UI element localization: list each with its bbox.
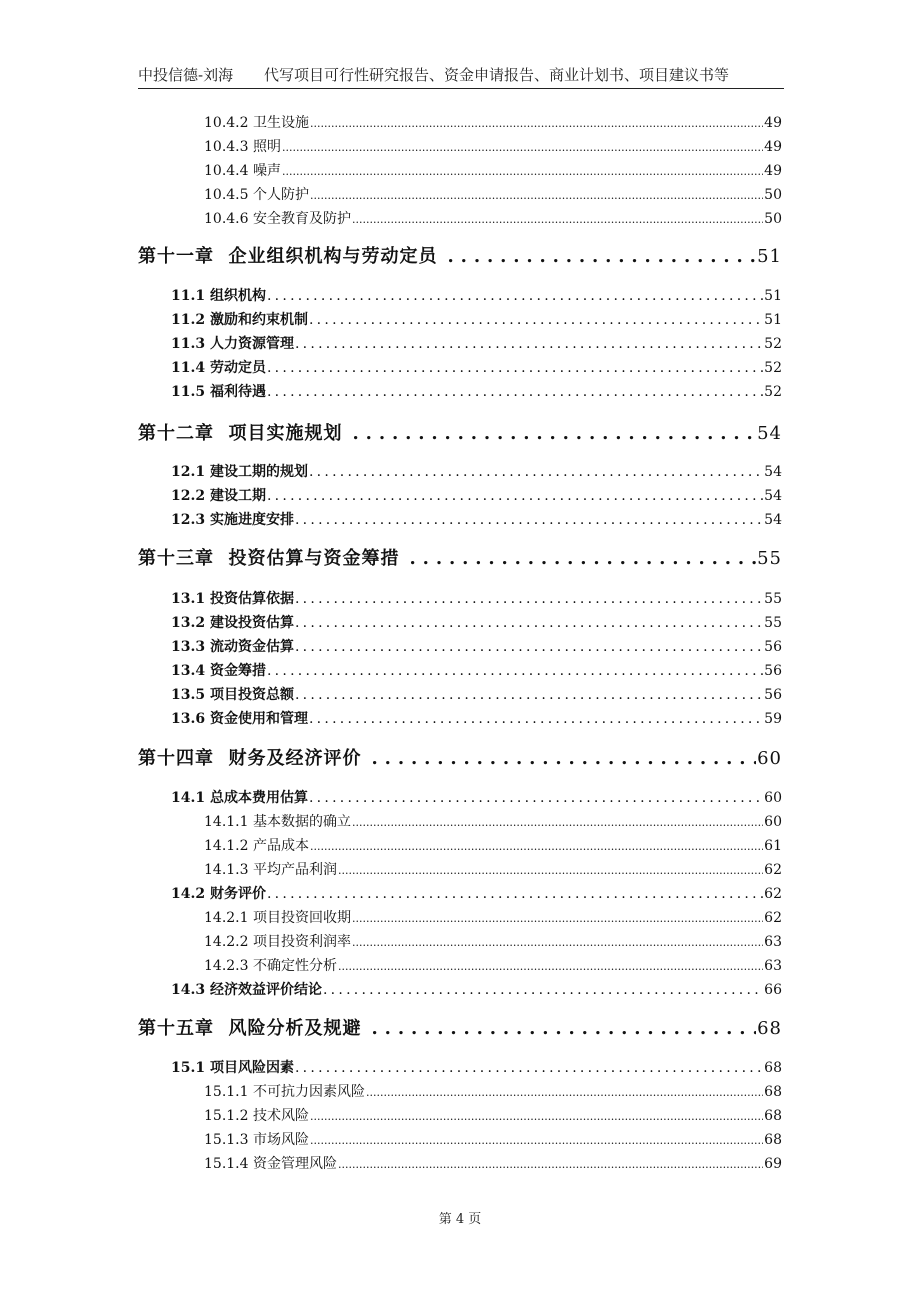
toc-page-number: 54 xyxy=(764,464,782,480)
toc-entry-label xyxy=(171,381,266,401)
toc-page-number: 55 xyxy=(757,548,782,569)
toc-page-number: 51 xyxy=(764,312,782,328)
toc-page-number: 60 xyxy=(764,790,782,806)
toc-entry-label: 14.1.3 平均产品利润 xyxy=(204,862,337,878)
toc-entry-label: 14.2.2 项目投资利润率 xyxy=(204,934,351,950)
toc-page-number: 69 xyxy=(764,1156,782,1172)
toc-entry-label xyxy=(171,636,294,656)
toc-entry-number: 11.5 xyxy=(171,384,206,400)
toc-entry[interactable] xyxy=(171,485,782,505)
toc-entry-number: 14.3 xyxy=(171,982,206,998)
toc-entry-title: 项目投资总额 xyxy=(205,687,294,703)
toc-entry[interactable] xyxy=(171,787,782,807)
toc-entry-label xyxy=(171,485,266,505)
toc-entry-title: 劳动定员 xyxy=(205,360,266,376)
toc-chapter-entry[interactable] xyxy=(138,1014,782,1040)
toc-entry-number: 14.2 xyxy=(171,886,206,902)
toc-entry-label xyxy=(171,333,294,353)
toc-entry-title: 组织机构 xyxy=(205,288,266,304)
toc-chapter-title: 第十二章 项目实施规划 xyxy=(138,423,343,444)
header-company: 中投信德-刘海 xyxy=(138,66,234,84)
toc-entry-title: 建设工期 xyxy=(205,488,266,504)
toc-chapter-title: 第十一章 企业组织机构与劳动定员 xyxy=(138,246,438,267)
toc-entry[interactable] xyxy=(171,612,782,632)
toc-entry-label xyxy=(171,309,308,329)
toc-entry-number: 11.2 xyxy=(171,312,206,328)
toc-chapter-entry[interactable] xyxy=(138,242,782,268)
toc-page-number: 51 xyxy=(757,246,782,267)
toc-entry-label xyxy=(171,285,266,305)
dot-leader xyxy=(310,838,763,854)
toc-page-number: 54 xyxy=(757,423,782,444)
toc-entry-title: 福利待遇 xyxy=(205,384,266,400)
toc-page-number: 60 xyxy=(764,814,782,830)
toc-entry[interactable] xyxy=(171,333,782,353)
dot-leader xyxy=(310,187,763,203)
toc-page-number: 56 xyxy=(764,663,782,679)
toc-entry-label xyxy=(171,787,308,807)
toc-entry[interactable] xyxy=(171,357,782,377)
dot-leader xyxy=(448,246,757,267)
toc-entry[interactable] xyxy=(171,509,782,529)
toc-entry-label xyxy=(171,588,294,608)
toc-entry[interactable] xyxy=(204,907,782,927)
toc-page-number: 49 xyxy=(764,139,782,155)
toc-entry[interactable] xyxy=(171,883,782,903)
toc-entry[interactable] xyxy=(171,309,782,329)
toc-entry[interactable] xyxy=(171,979,782,999)
toc-entry-number: 12.2 xyxy=(171,488,206,504)
toc-page-number: 62 xyxy=(764,886,782,902)
toc-entry-number: 13.3 xyxy=(171,639,206,655)
toc-entry-label: 15.1.4 资金管理风险 xyxy=(204,1156,337,1172)
dot-leader xyxy=(353,423,757,444)
toc-page-number: 62 xyxy=(764,862,782,878)
toc-page-number: 63 xyxy=(764,934,782,950)
toc-entry[interactable] xyxy=(171,1057,782,1077)
toc-entry-label: 14.2.1 项目投资回收期 xyxy=(204,910,351,926)
toc-page-number: 66 xyxy=(764,982,782,998)
toc-entry-title: 人力资源管理 xyxy=(205,336,294,352)
toc-entry[interactable] xyxy=(204,811,782,831)
toc-entry-label xyxy=(171,684,294,704)
toc-chapter-entry[interactable] xyxy=(138,544,782,570)
page-header xyxy=(138,64,784,89)
toc-entry-title: 总成本费用估算 xyxy=(205,790,308,806)
dot-leader xyxy=(267,886,763,902)
toc-entry[interactable] xyxy=(204,835,782,855)
toc-page-number: 68 xyxy=(764,1084,782,1100)
toc-entry-label: 10.4.5 个人防护 xyxy=(204,187,309,203)
dot-leader xyxy=(309,790,763,806)
toc-entry-title: 建设工期的规划 xyxy=(205,464,308,480)
toc-entry-title: 项目风险因素 xyxy=(205,1060,294,1076)
dot-leader xyxy=(295,336,763,352)
toc-page-number: 49 xyxy=(764,115,782,131)
dot-leader xyxy=(310,1108,763,1124)
dot-leader xyxy=(282,163,763,179)
toc-chapter-title: 第十五章 风险分析及规避 xyxy=(138,1018,362,1039)
toc-entry-label: 10.4.4 噪声 xyxy=(204,163,281,179)
toc-entry-number: 13.4 xyxy=(171,663,206,679)
toc-entry-label xyxy=(171,509,294,529)
dot-leader xyxy=(338,862,763,878)
toc-entry-number: 13.5 xyxy=(171,687,206,703)
toc-entry[interactable] xyxy=(204,955,782,975)
dot-leader xyxy=(352,910,763,926)
toc-page-number: 61 xyxy=(764,838,782,854)
toc-entry-label xyxy=(171,883,266,903)
dot-leader xyxy=(309,464,763,480)
toc-chapter-entry[interactable] xyxy=(138,744,782,770)
dot-leader xyxy=(352,211,763,227)
dot-leader xyxy=(310,115,763,131)
toc-page-number: 54 xyxy=(764,488,782,504)
toc-entry-number: 12.3 xyxy=(171,512,206,528)
dot-leader xyxy=(295,591,763,607)
toc-entry[interactable] xyxy=(204,1081,782,1101)
toc-entry-title: 投资估算依据 xyxy=(205,591,294,607)
toc-page-number: 50 xyxy=(764,187,782,203)
toc-entry-number: 11.1 xyxy=(171,288,206,304)
toc-page-number: 52 xyxy=(764,384,782,400)
dot-leader xyxy=(372,748,757,769)
header-tagline: 代写项目可行性研究报告、资金申请报告、商业计划书、项目建议书等 xyxy=(264,66,730,84)
toc-entry-label: 10.4.6 安全教育及防护 xyxy=(204,211,351,227)
dot-leader xyxy=(295,687,763,703)
dot-leader xyxy=(267,488,763,504)
dot-leader xyxy=(338,1156,763,1172)
toc-entry-label xyxy=(171,979,322,999)
toc-entry-label: 14.1.2 产品成本 xyxy=(204,838,309,854)
toc-entry-title: 实施进度安排 xyxy=(205,512,294,528)
toc-entry[interactable] xyxy=(171,684,782,704)
dot-leader xyxy=(410,548,757,569)
dot-leader xyxy=(323,982,763,998)
toc-entry[interactable] xyxy=(204,208,782,228)
toc-entry-title: 激励和约束机制 xyxy=(205,312,308,328)
toc-entry-label xyxy=(171,357,266,377)
dot-leader xyxy=(295,639,763,655)
toc-entry-label: 10.4.2 卫生设施 xyxy=(204,115,309,131)
toc-page-number: 50 xyxy=(764,211,782,227)
toc-page-number: 51 xyxy=(764,288,782,304)
toc-entry-label xyxy=(171,612,294,632)
toc-chapter-title: 第十四章 财务及经济评价 xyxy=(138,748,362,769)
toc-page-number: 59 xyxy=(764,711,782,727)
dot-leader xyxy=(309,711,763,727)
toc-page-number: 56 xyxy=(764,687,782,703)
toc-page-number: 68 xyxy=(764,1060,782,1076)
toc-entry-title: 流动资金估算 xyxy=(205,639,294,655)
toc-entry[interactable] xyxy=(171,636,782,656)
toc-entry-label xyxy=(171,1057,294,1077)
dot-leader xyxy=(309,312,763,328)
toc-entry-number: 15.1 xyxy=(171,1060,206,1076)
toc-chapter-title: 第十三章 投资估算与资金筹措 xyxy=(138,548,400,569)
toc-entry[interactable] xyxy=(171,461,782,481)
dot-leader xyxy=(267,663,763,679)
toc-entry[interactable] xyxy=(204,1153,782,1173)
toc-entry-number: 13.1 xyxy=(171,591,206,607)
toc-entry-label xyxy=(171,461,308,481)
dot-leader xyxy=(295,1060,763,1076)
dot-leader xyxy=(267,360,763,376)
toc-entry[interactable] xyxy=(204,1129,782,1149)
toc-entry-label: 14.1.1 基本数据的确立 xyxy=(204,814,351,830)
dot-leader xyxy=(310,1132,763,1148)
dot-leader xyxy=(295,615,763,631)
toc-entry[interactable] xyxy=(171,588,782,608)
toc-entry[interactable] xyxy=(204,112,782,132)
toc-chapter-entry[interactable] xyxy=(138,419,782,445)
toc-entry[interactable] xyxy=(204,1105,782,1125)
dot-leader xyxy=(352,814,763,830)
toc-entry-number: 11.4 xyxy=(171,360,206,376)
toc-page-number: 55 xyxy=(764,591,782,607)
toc-entry-number: 13.2 xyxy=(171,615,206,631)
dot-leader xyxy=(267,384,763,400)
toc-entry[interactable] xyxy=(171,708,782,728)
toc-entry-label: 15.1.2 技术风险 xyxy=(204,1108,309,1124)
toc-page-number: 49 xyxy=(764,163,782,179)
toc-page-number: 63 xyxy=(764,958,782,974)
toc-entry-label: 15.1.1 不可抗力因素风险 xyxy=(204,1084,365,1100)
toc-page-number: 68 xyxy=(764,1132,782,1148)
toc-entry[interactable] xyxy=(204,136,782,156)
toc-entry[interactable] xyxy=(204,160,782,180)
dot-leader xyxy=(338,958,763,974)
toc-entry-title: 资金使用和管理 xyxy=(205,711,308,727)
page-number: 第 4 页 xyxy=(438,1212,482,1227)
toc-entry[interactable] xyxy=(204,859,782,879)
toc-page-number: 52 xyxy=(764,336,782,352)
toc-page-number: 60 xyxy=(757,748,782,769)
toc-page-number: 68 xyxy=(757,1018,782,1039)
dot-leader xyxy=(352,934,763,950)
toc-page-number: 62 xyxy=(764,910,782,926)
toc-entry-title: 财务评价 xyxy=(205,886,266,902)
toc-entry-number: 13.6 xyxy=(171,711,206,727)
toc-entry[interactable] xyxy=(204,184,782,204)
toc-entry[interactable] xyxy=(171,660,782,680)
toc-entry[interactable] xyxy=(171,381,782,401)
toc-entry-title: 建设投资估算 xyxy=(205,615,294,631)
toc-entry-number: 11.3 xyxy=(171,336,206,352)
toc-entry-label xyxy=(171,708,308,728)
toc-entry-label xyxy=(171,660,266,680)
dot-leader xyxy=(366,1084,763,1100)
toc-entry-number: 14.1 xyxy=(171,790,206,806)
toc-entry-title: 经济效益评价结论 xyxy=(205,982,322,998)
toc-entry[interactable] xyxy=(204,931,782,951)
dot-leader xyxy=(282,139,763,155)
toc-entry-label: 10.4.3 照明 xyxy=(204,139,281,155)
toc-entry-label: 14.2.3 不确定性分析 xyxy=(204,958,337,974)
dot-leader xyxy=(267,288,763,304)
toc-page-number: 68 xyxy=(764,1108,782,1124)
toc-page-number: 52 xyxy=(764,360,782,376)
toc-page-number: 55 xyxy=(764,615,782,631)
toc-entry-label: 15.1.3 市场风险 xyxy=(204,1132,309,1148)
toc-page-number: 56 xyxy=(764,639,782,655)
toc-entry-number: 12.1 xyxy=(171,464,206,480)
dot-leader xyxy=(295,512,763,528)
toc-entry[interactable] xyxy=(171,285,782,305)
toc-entry-title: 资金筹措 xyxy=(205,663,266,679)
dot-leader xyxy=(372,1018,757,1039)
toc-page-number: 54 xyxy=(764,512,782,528)
